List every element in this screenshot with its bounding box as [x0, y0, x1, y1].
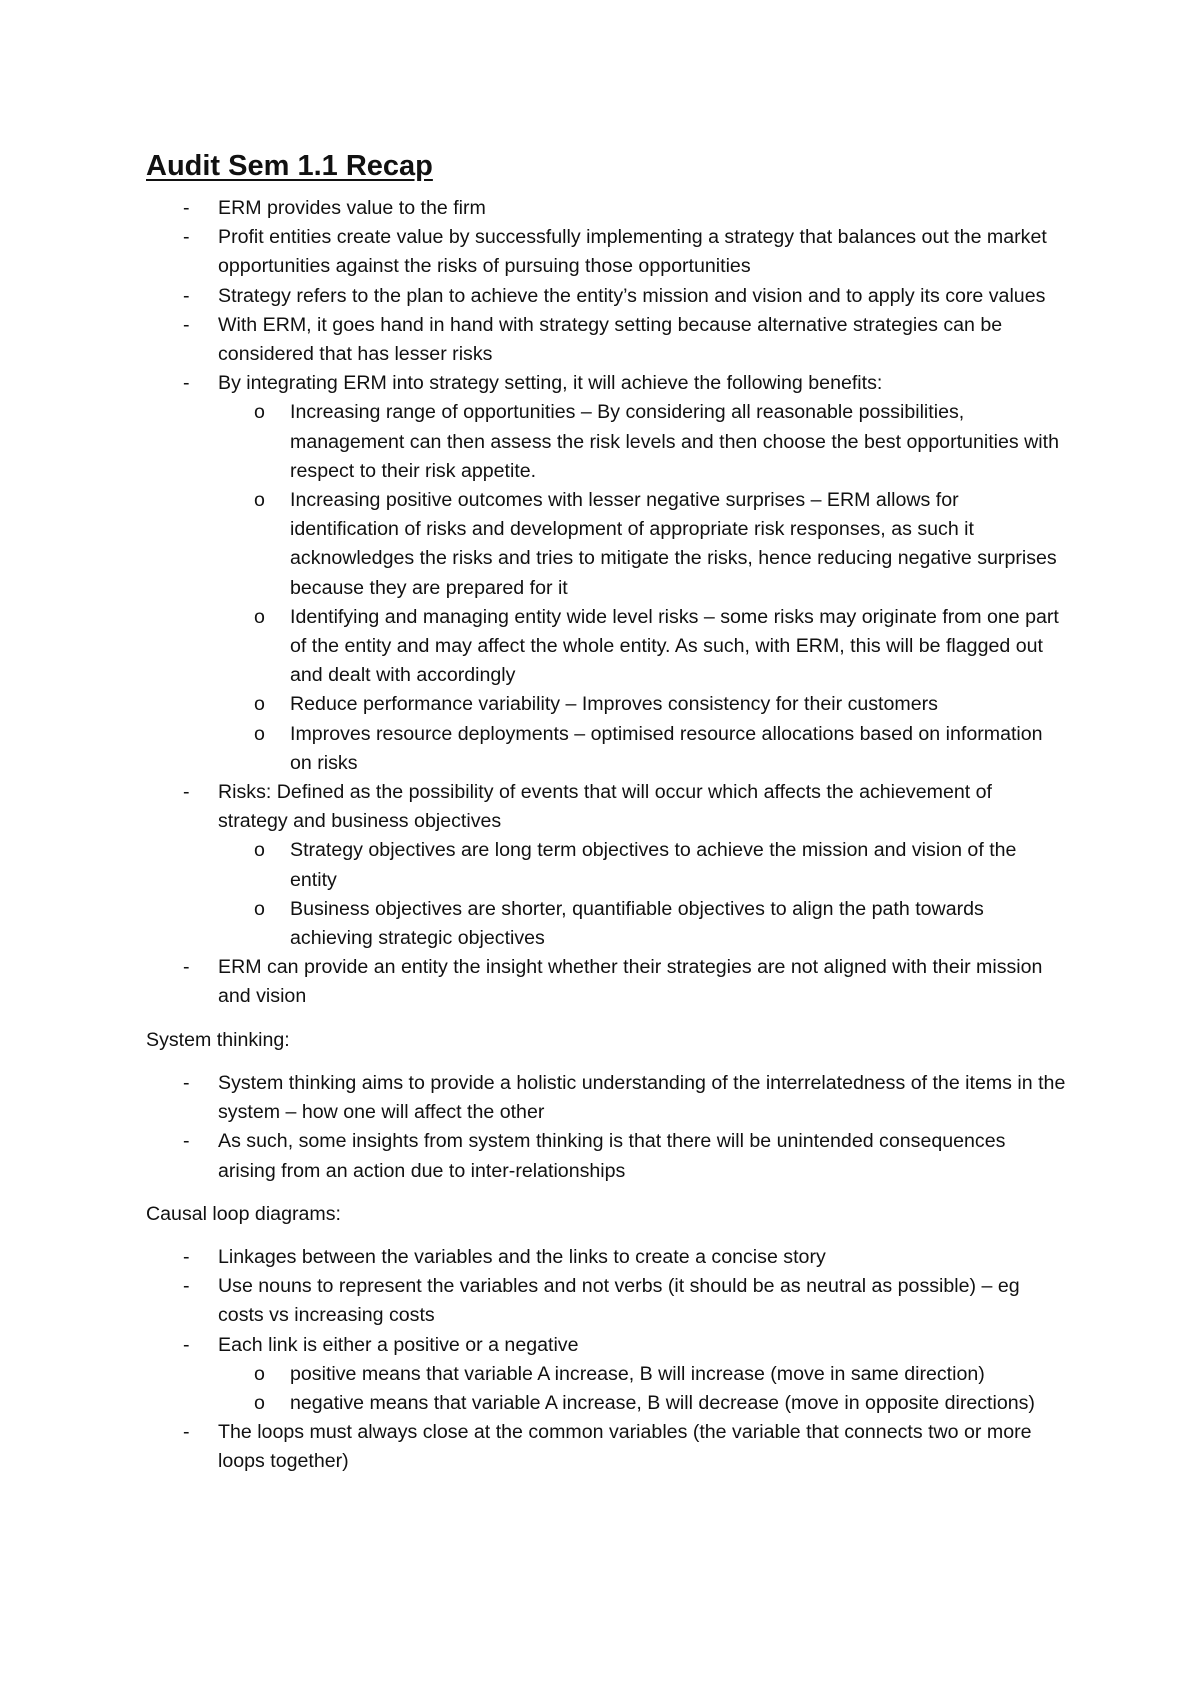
- dash-bullet-icon: -: [183, 372, 190, 395]
- sub-list-item: [218, 1360, 1066, 1389]
- list-item-text: System thinking aims to provide a holistic understanding of the interrelatedness of the items in the system – how one will affect the other: [218, 1071, 1066, 1124]
- list-item-text: Risks: Defined as the possibility of events that will occur which affects the achievement of strategy and business objectives: [218, 781, 992, 833]
- list-item: [146, 369, 1066, 778]
- sub-list-item-text: Identifying and managing entity wide level risks – some risks may originate from one part of the entity and may affect the whole entity. As such, with ERM, this will be flagged out and dealt with accordingly: [290, 605, 1059, 687]
- system-thinking-bullet-list: [146, 1069, 1066, 1186]
- dash-bullet-icon: -: [183, 1275, 190, 1298]
- dash-bullet-icon: -: [183, 781, 190, 804]
- section-heading-causal-loop: Causal loop diagrams:: [146, 1202, 341, 1225]
- section-heading-system-thinking: System thinking:: [146, 1028, 290, 1051]
- circle-bullet-icon: o: [254, 693, 265, 716]
- list-item-text: Linkages between the variables and the links to create a concise story: [218, 1245, 826, 1268]
- sub-list-item: [218, 1389, 1066, 1418]
- list-item: [146, 282, 1066, 311]
- list-item: [146, 1069, 1066, 1127]
- document-title: Audit Sem 1.1 Recap: [146, 150, 433, 182]
- list-item: [146, 1331, 1066, 1419]
- list-item-text: The loops must always close at the common variables (the variable that connects two or more loops together): [218, 1421, 1032, 1473]
- recap-bullet-list: [146, 194, 1066, 1012]
- dash-bullet-icon: -: [183, 1071, 190, 1094]
- dash-bullet-icon: -: [183, 226, 190, 249]
- circle-bullet-icon: o: [254, 489, 265, 512]
- dash-bullet-icon: -: [183, 956, 190, 979]
- dash-bullet-icon: -: [183, 313, 190, 336]
- sub-bullet-list: [218, 398, 1066, 778]
- circle-bullet-icon: o: [254, 401, 265, 424]
- circle-bullet-icon: o: [254, 1362, 265, 1385]
- list-item-text: Each link is either a positive or a negative: [218, 1333, 579, 1356]
- list-item: [146, 1127, 1066, 1185]
- list-item: [146, 311, 1066, 369]
- sub-list-item: [218, 398, 1066, 486]
- list-item-text: Profit entities create value by successfully implementing a strategy that balances out the market opportunities against the risks of pursuing those opportunities: [218, 226, 1047, 278]
- document-page: [146, 146, 1066, 1477]
- sub-list-item-text: Strategy objectives are long term objectives to achieve the mission and vision of the entity: [290, 839, 1017, 891]
- list-item: [146, 194, 1066, 223]
- list-item: [146, 953, 1066, 1011]
- sub-list-item-text: Increasing range of opportunities – By considering all reasonable possibilities, management can then assess the risk levels and then choose the best opportunities with respect to their risk appetite.: [290, 401, 1059, 482]
- circle-bullet-icon: o: [254, 897, 265, 920]
- sub-list-item-text: Business objectives are shorter, quantifiable objectives to align the path towards achieving strategic objectives: [290, 897, 984, 950]
- list-item-text: ERM provides value to the firm: [218, 197, 486, 219]
- sub-list-item: [218, 836, 1066, 894]
- sub-bullet-list: [218, 836, 1066, 953]
- sub-list-item-text: Improves resource deployments – optimised resource allocations based on information on risks: [290, 722, 1043, 774]
- list-item-text: ERM can provide an entity the insight whether their strategies are not aligned with their mission and vision: [218, 956, 1043, 1008]
- dash-bullet-icon: -: [183, 1245, 190, 1268]
- sub-list-item: [218, 690, 1066, 719]
- list-item: [146, 778, 1066, 953]
- list-item-text: By integrating ERM into strategy setting, it will achieve the following benefits:: [218, 372, 883, 395]
- list-item: [146, 1272, 1066, 1330]
- sub-list-item-text: Increasing positive outcomes with lesser negative surprises – ERM allows for identification of risks and development of appropriate risk responses, as such it acknowledges the risks and tries to mitigate the risks, hence reducing negative surprises because they are prepared for it: [290, 489, 1057, 599]
- dash-bullet-icon: -: [183, 197, 190, 219]
- sub-list-item-text: Reduce performance variability – Improves consistency for their customers: [290, 693, 938, 716]
- circle-bullet-icon: o: [254, 839, 265, 862]
- list-item-text: Use nouns to represent the variables and not verbs (it should be as neutral as possible) – eg costs vs increasing costs: [218, 1275, 1020, 1327]
- dash-bullet-icon: -: [183, 1421, 190, 1444]
- sub-list-item-text: positive means that variable A increase, B will increase (move in same direction): [290, 1362, 985, 1385]
- list-item-text: With ERM, it goes hand in hand with strategy setting because alternative strategies can be considered that has lesser risks: [218, 313, 1003, 366]
- circle-bullet-icon: o: [254, 722, 265, 745]
- sub-list-item-text: negative means that variable A increase, B will decrease (move in opposite directions): [290, 1391, 1035, 1414]
- circle-bullet-icon: o: [254, 605, 265, 628]
- dash-bullet-icon: -: [183, 1333, 190, 1356]
- list-item: [146, 223, 1066, 281]
- sub-list-item: [218, 603, 1066, 691]
- dash-bullet-icon: -: [183, 1130, 190, 1153]
- sub-list-item: [218, 486, 1066, 603]
- list-item: [146, 1418, 1066, 1476]
- list-item-text: Strategy refers to the plan to achieve the entity’s mission and vision and to apply its core values: [218, 284, 1046, 307]
- list-item: [146, 1243, 1066, 1272]
- list-item-text: As such, some insights from system thinking is that there will be unintended consequences arising from an action due to inter-relationships: [218, 1130, 1006, 1182]
- sub-list-item: [218, 895, 1066, 953]
- causal-loop-bullet-list: [146, 1243, 1066, 1477]
- circle-bullet-icon: o: [254, 1391, 265, 1414]
- sub-bullet-list: [218, 1360, 1066, 1418]
- sub-list-item: [218, 720, 1066, 778]
- dash-bullet-icon: -: [183, 284, 190, 307]
